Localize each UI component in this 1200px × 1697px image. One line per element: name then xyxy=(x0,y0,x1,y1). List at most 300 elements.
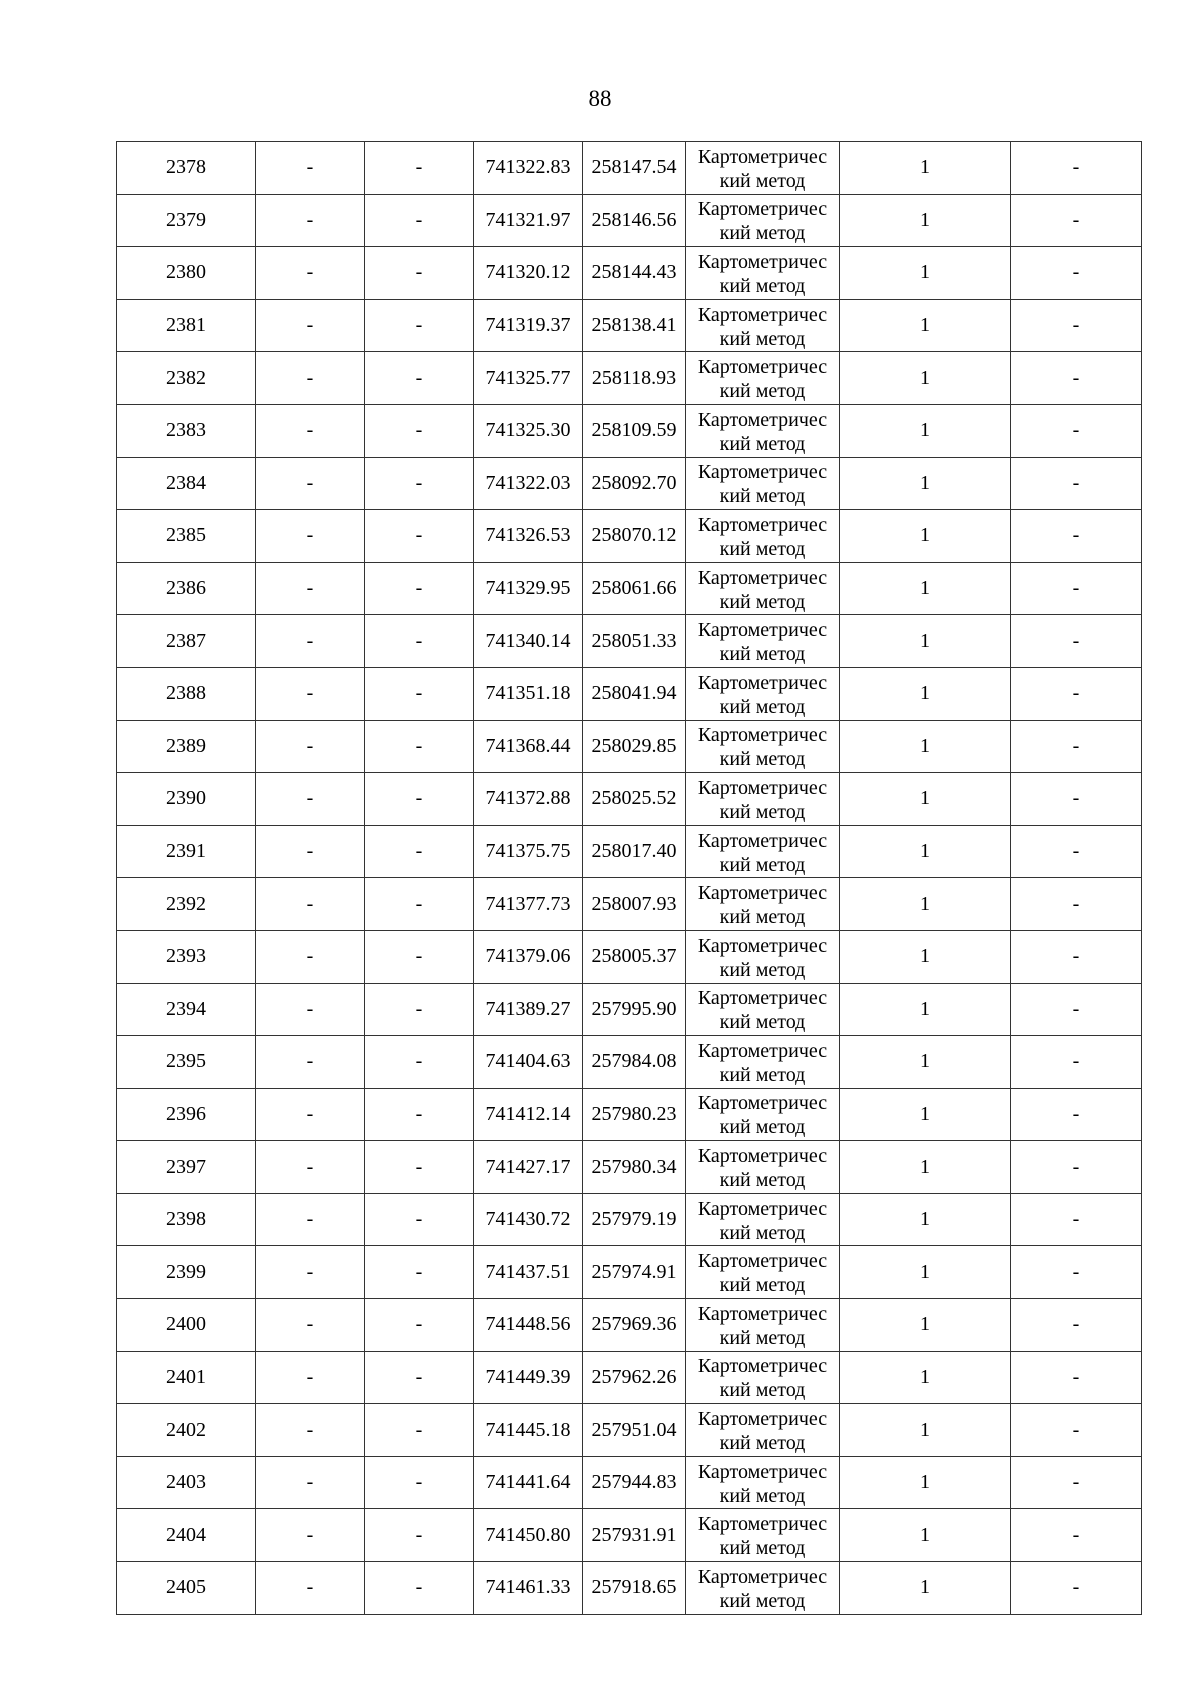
point-id-cell: 2395 xyxy=(117,1036,256,1089)
x-coordinate-cell: 741441.64 xyxy=(474,1456,583,1509)
accuracy-cell: 1 xyxy=(840,1141,1011,1194)
y-coordinate-cell: 258118.93 xyxy=(583,352,686,405)
method-line-1: Картометричес xyxy=(697,619,828,642)
method-line-1: Картометричес xyxy=(697,671,828,694)
method-line-1: Картометричес xyxy=(697,356,828,379)
accuracy-cell: 1 xyxy=(840,299,1011,352)
method-cell xyxy=(686,142,840,195)
method-line-2: кий метод xyxy=(719,906,806,929)
table-row xyxy=(117,562,1142,615)
x-coordinate-cell: 741320.12 xyxy=(474,247,583,300)
note-cell: - xyxy=(1011,1193,1142,1246)
table-row xyxy=(117,1193,1142,1246)
table-row xyxy=(117,773,1142,826)
point-id-cell: 2400 xyxy=(117,1299,256,1352)
method-line-2: кий метод xyxy=(719,1432,806,1455)
y-coordinate-cell: 258017.40 xyxy=(583,825,686,878)
method-line-1: Картометричес xyxy=(697,1092,828,1115)
method-line-1: Картометричес xyxy=(697,1302,828,1325)
y-coordinate-cell: 257995.90 xyxy=(583,983,686,1036)
y-coordinate-cell: 257974.91 xyxy=(583,1246,686,1299)
method-cell xyxy=(686,983,840,1036)
col2-cell: - xyxy=(256,878,365,931)
method-line-1: Картометричес xyxy=(697,198,828,221)
col2-cell: - xyxy=(256,825,365,878)
point-id-cell: 2402 xyxy=(117,1404,256,1457)
method-cell xyxy=(686,878,840,931)
method-cell xyxy=(686,352,840,405)
col3-cell: - xyxy=(365,1141,474,1194)
note-cell: - xyxy=(1011,878,1142,931)
table-row xyxy=(117,1562,1142,1615)
table-row xyxy=(117,615,1142,668)
col3-cell: - xyxy=(365,825,474,878)
method-line-1: Картометричес xyxy=(697,1513,828,1536)
method-line-2: кий метод xyxy=(719,485,806,508)
x-coordinate-cell: 741461.33 xyxy=(474,1562,583,1615)
note-cell: - xyxy=(1011,1456,1142,1509)
x-coordinate-cell: 741368.44 xyxy=(474,720,583,773)
method-line-2: кий метод xyxy=(719,1326,806,1349)
method-line-1: Картометричес xyxy=(697,1408,828,1431)
col3-cell: - xyxy=(365,352,474,405)
method-line-1: Картометричес xyxy=(697,987,828,1010)
accuracy-cell: 1 xyxy=(840,247,1011,300)
method-cell xyxy=(686,825,840,878)
accuracy-cell: 1 xyxy=(840,825,1011,878)
method-cell xyxy=(686,720,840,773)
note-cell: - xyxy=(1011,773,1142,826)
point-id-cell: 2382 xyxy=(117,352,256,405)
table-row xyxy=(117,1404,1142,1457)
point-id-cell: 2401 xyxy=(117,1351,256,1404)
note-cell: - xyxy=(1011,1404,1142,1457)
table-row xyxy=(117,404,1142,457)
method-cell xyxy=(686,1404,840,1457)
col3-cell: - xyxy=(365,1088,474,1141)
x-coordinate-cell: 741340.14 xyxy=(474,615,583,668)
table-row xyxy=(117,1299,1142,1352)
method-line-1: Картометричес xyxy=(697,566,828,589)
col2-cell: - xyxy=(256,142,365,195)
x-coordinate-cell: 741372.88 xyxy=(474,773,583,826)
col2-cell: - xyxy=(256,667,365,720)
method-cell xyxy=(686,1456,840,1509)
x-coordinate-cell: 741430.72 xyxy=(474,1193,583,1246)
method-line-2: кий метод xyxy=(719,958,806,981)
point-id-cell: 2380 xyxy=(117,247,256,300)
col3-cell: - xyxy=(365,142,474,195)
method-cell xyxy=(686,510,840,563)
coordinates-table xyxy=(116,141,1142,1615)
note-cell: - xyxy=(1011,352,1142,405)
x-coordinate-cell: 741329.95 xyxy=(474,562,583,615)
col3-cell: - xyxy=(365,1351,474,1404)
table-row xyxy=(117,299,1142,352)
point-id-cell: 2378 xyxy=(117,142,256,195)
x-coordinate-cell: 741389.27 xyxy=(474,983,583,1036)
accuracy-cell: 1 xyxy=(840,1088,1011,1141)
y-coordinate-cell: 257979.19 xyxy=(583,1193,686,1246)
note-cell: - xyxy=(1011,930,1142,983)
method-line-2: кий метод xyxy=(719,1537,806,1560)
method-line-1: Картометричес xyxy=(697,1565,828,1588)
method-line-2: кий метод xyxy=(719,590,806,613)
accuracy-cell: 1 xyxy=(840,983,1011,1036)
note-cell: - xyxy=(1011,510,1142,563)
note-cell: - xyxy=(1011,1299,1142,1352)
accuracy-cell: 1 xyxy=(840,878,1011,931)
col2-cell: - xyxy=(256,299,365,352)
point-id-cell: 2384 xyxy=(117,457,256,510)
method-cell xyxy=(686,1562,840,1615)
method-cell xyxy=(686,404,840,457)
col3-cell: - xyxy=(365,1404,474,1457)
col2-cell: - xyxy=(256,194,365,247)
method-cell xyxy=(686,1088,840,1141)
col2-cell: - xyxy=(256,720,365,773)
col3-cell: - xyxy=(365,878,474,931)
point-id-cell: 2404 xyxy=(117,1509,256,1562)
accuracy-cell: 1 xyxy=(840,1351,1011,1404)
accuracy-cell: 1 xyxy=(840,1193,1011,1246)
y-coordinate-cell: 257980.34 xyxy=(583,1141,686,1194)
y-coordinate-cell: 257951.04 xyxy=(583,1404,686,1457)
point-id-cell: 2381 xyxy=(117,299,256,352)
method-line-2: кий метод xyxy=(719,1011,806,1034)
y-coordinate-cell: 257918.65 xyxy=(583,1562,686,1615)
col3-cell: - xyxy=(365,930,474,983)
note-cell: - xyxy=(1011,825,1142,878)
accuracy-cell: 1 xyxy=(840,142,1011,195)
method-cell xyxy=(686,1509,840,1562)
x-coordinate-cell: 741445.18 xyxy=(474,1404,583,1457)
method-line-2: кий метод xyxy=(719,327,806,350)
col3-cell: - xyxy=(365,667,474,720)
table-row xyxy=(117,667,1142,720)
method-cell xyxy=(686,299,840,352)
method-line-1: Картометричес xyxy=(697,1250,828,1273)
note-cell: - xyxy=(1011,1246,1142,1299)
col2-cell: - xyxy=(256,1351,365,1404)
method-line-2: кий метод xyxy=(719,274,806,297)
accuracy-cell: 1 xyxy=(840,194,1011,247)
point-id-cell: 2390 xyxy=(117,773,256,826)
col3-cell: - xyxy=(365,1562,474,1615)
y-coordinate-cell: 258109.59 xyxy=(583,404,686,457)
page-number: 88 xyxy=(588,86,612,111)
col2-cell: - xyxy=(256,1509,365,1562)
table-row xyxy=(117,1141,1142,1194)
method-cell xyxy=(686,457,840,510)
point-id-cell: 2385 xyxy=(117,510,256,563)
table-row xyxy=(117,825,1142,878)
col2-cell: - xyxy=(256,930,365,983)
y-coordinate-cell: 258029.85 xyxy=(583,720,686,773)
point-id-cell: 2388 xyxy=(117,667,256,720)
x-coordinate-cell: 741375.75 xyxy=(474,825,583,878)
x-coordinate-cell: 741351.18 xyxy=(474,667,583,720)
point-id-cell: 2391 xyxy=(117,825,256,878)
col2-cell: - xyxy=(256,1404,365,1457)
accuracy-cell: 1 xyxy=(840,1036,1011,1089)
accuracy-cell: 1 xyxy=(840,1404,1011,1457)
note-cell: - xyxy=(1011,667,1142,720)
point-id-cell: 2389 xyxy=(117,720,256,773)
note-cell: - xyxy=(1011,720,1142,773)
method-line-1: Картометричес xyxy=(697,1355,828,1378)
method-cell xyxy=(686,615,840,668)
method-line-2: кий метод xyxy=(719,643,806,666)
note-cell: - xyxy=(1011,299,1142,352)
accuracy-cell: 1 xyxy=(840,1246,1011,1299)
method-line-2: кий метод xyxy=(719,537,806,560)
method-line-2: кий метод xyxy=(719,1169,806,1192)
note-cell: - xyxy=(1011,1351,1142,1404)
table-row xyxy=(117,1351,1142,1404)
y-coordinate-cell: 257962.26 xyxy=(583,1351,686,1404)
table-row xyxy=(117,352,1142,405)
method-line-2: кий метод xyxy=(719,222,806,245)
method-line-1: Картометричес xyxy=(697,1460,828,1483)
col3-cell: - xyxy=(365,457,474,510)
col2-cell: - xyxy=(256,1141,365,1194)
x-coordinate-cell: 741437.51 xyxy=(474,1246,583,1299)
note-cell: - xyxy=(1011,983,1142,1036)
point-id-cell: 2387 xyxy=(117,615,256,668)
table-row xyxy=(117,878,1142,931)
note-cell: - xyxy=(1011,1509,1142,1562)
table-row xyxy=(117,930,1142,983)
col3-cell: - xyxy=(365,299,474,352)
col3-cell: - xyxy=(365,247,474,300)
method-line-2: кий метод xyxy=(719,1589,806,1612)
method-line-2: кий метод xyxy=(719,380,806,403)
table-row xyxy=(117,1036,1142,1089)
col2-cell: - xyxy=(256,510,365,563)
y-coordinate-cell: 257980.23 xyxy=(583,1088,686,1141)
col2-cell: - xyxy=(256,983,365,1036)
y-coordinate-cell: 258041.94 xyxy=(583,667,686,720)
point-id-cell: 2393 xyxy=(117,930,256,983)
col2-cell: - xyxy=(256,1456,365,1509)
y-coordinate-cell: 258147.54 xyxy=(583,142,686,195)
note-cell: - xyxy=(1011,404,1142,457)
x-coordinate-cell: 741449.39 xyxy=(474,1351,583,1404)
method-line-2: кий метод xyxy=(719,748,806,771)
col3-cell: - xyxy=(365,1036,474,1089)
method-cell xyxy=(686,562,840,615)
method-line-1: Картометричес xyxy=(697,461,828,484)
method-line-2: кий метод xyxy=(719,853,806,876)
method-line-1: Картометричес xyxy=(697,408,828,431)
y-coordinate-cell: 258061.66 xyxy=(583,562,686,615)
method-line-1: Картометричес xyxy=(697,1039,828,1062)
y-coordinate-cell: 257931.91 xyxy=(583,1509,686,1562)
table-row xyxy=(117,194,1142,247)
point-id-cell: 2392 xyxy=(117,878,256,931)
table-row xyxy=(117,510,1142,563)
accuracy-cell: 1 xyxy=(840,773,1011,826)
col2-cell: - xyxy=(256,1088,365,1141)
note-cell: - xyxy=(1011,1088,1142,1141)
point-id-cell: 2405 xyxy=(117,1562,256,1615)
y-coordinate-cell: 257969.36 xyxy=(583,1299,686,1352)
accuracy-cell: 1 xyxy=(840,720,1011,773)
method-line-1: Картометричес xyxy=(697,1145,828,1168)
accuracy-cell: 1 xyxy=(840,1509,1011,1562)
method-line-1: Картометричес xyxy=(697,882,828,905)
method-line-2: кий метод xyxy=(719,1116,806,1139)
y-coordinate-cell: 258146.56 xyxy=(583,194,686,247)
col3-cell: - xyxy=(365,720,474,773)
table-body xyxy=(117,142,1142,1615)
x-coordinate-cell: 741319.37 xyxy=(474,299,583,352)
method-line-1: Картометричес xyxy=(697,934,828,957)
method-line-2: кий метод xyxy=(719,169,806,192)
y-coordinate-cell: 258051.33 xyxy=(583,615,686,668)
point-id-cell: 2399 xyxy=(117,1246,256,1299)
y-coordinate-cell: 257944.83 xyxy=(583,1456,686,1509)
x-coordinate-cell: 741326.53 xyxy=(474,510,583,563)
col2-cell: - xyxy=(256,457,365,510)
col3-cell: - xyxy=(365,773,474,826)
y-coordinate-cell: 257984.08 xyxy=(583,1036,686,1089)
col2-cell: - xyxy=(256,615,365,668)
x-coordinate-cell: 741322.03 xyxy=(474,457,583,510)
y-coordinate-cell: 258025.52 xyxy=(583,773,686,826)
col2-cell: - xyxy=(256,352,365,405)
method-cell xyxy=(686,667,840,720)
accuracy-cell: 1 xyxy=(840,562,1011,615)
col2-cell: - xyxy=(256,1562,365,1615)
table-row xyxy=(117,247,1142,300)
point-id-cell: 2394 xyxy=(117,983,256,1036)
note-cell: - xyxy=(1011,1141,1142,1194)
table-row xyxy=(117,1456,1142,1509)
y-coordinate-cell: 258144.43 xyxy=(583,247,686,300)
method-cell xyxy=(686,247,840,300)
method-line-2: кий метод xyxy=(719,1379,806,1402)
method-line-2: кий метод xyxy=(719,1063,806,1086)
col3-cell: - xyxy=(365,510,474,563)
point-id-cell: 2396 xyxy=(117,1088,256,1141)
method-cell xyxy=(686,1299,840,1352)
col3-cell: - xyxy=(365,1456,474,1509)
method-cell xyxy=(686,1351,840,1404)
x-coordinate-cell: 741321.97 xyxy=(474,194,583,247)
x-coordinate-cell: 741322.83 xyxy=(474,142,583,195)
col3-cell: - xyxy=(365,194,474,247)
accuracy-cell: 1 xyxy=(840,457,1011,510)
note-cell: - xyxy=(1011,247,1142,300)
point-id-cell: 2383 xyxy=(117,404,256,457)
x-coordinate-cell: 741448.56 xyxy=(474,1299,583,1352)
col2-cell: - xyxy=(256,773,365,826)
method-line-2: кий метод xyxy=(719,695,806,718)
method-line-1: Картометричес xyxy=(697,829,828,852)
table-row xyxy=(117,1246,1142,1299)
method-line-1: Картометричес xyxy=(697,145,828,168)
note-cell: - xyxy=(1011,142,1142,195)
col3-cell: - xyxy=(365,562,474,615)
method-cell xyxy=(686,1246,840,1299)
note-cell: - xyxy=(1011,1562,1142,1615)
col3-cell: - xyxy=(365,1193,474,1246)
col2-cell: - xyxy=(256,404,365,457)
point-id-cell: 2386 xyxy=(117,562,256,615)
x-coordinate-cell: 741412.14 xyxy=(474,1088,583,1141)
table-row xyxy=(117,142,1142,195)
col3-cell: - xyxy=(365,983,474,1036)
table-row xyxy=(117,457,1142,510)
method-cell xyxy=(686,1193,840,1246)
method-line-2: кий метод xyxy=(719,432,806,455)
method-cell xyxy=(686,1036,840,1089)
method-line-1: Картометричес xyxy=(697,1197,828,1220)
table-row xyxy=(117,1088,1142,1141)
col2-cell: - xyxy=(256,1246,365,1299)
point-id-cell: 2397 xyxy=(117,1141,256,1194)
x-coordinate-cell: 741450.80 xyxy=(474,1509,583,1562)
method-line-2: кий метод xyxy=(719,800,806,823)
x-coordinate-cell: 741325.77 xyxy=(474,352,583,405)
method-line-1: Картометричес xyxy=(697,776,828,799)
col3-cell: - xyxy=(365,1246,474,1299)
y-coordinate-cell: 258092.70 xyxy=(583,457,686,510)
method-line-1: Картометричес xyxy=(697,513,828,536)
col2-cell: - xyxy=(256,1193,365,1246)
note-cell: - xyxy=(1011,615,1142,668)
method-line-2: кий метод xyxy=(719,1274,806,1297)
method-line-1: Картометричес xyxy=(697,250,828,273)
x-coordinate-cell: 741379.06 xyxy=(474,930,583,983)
accuracy-cell: 1 xyxy=(840,352,1011,405)
method-line-1: Картометричес xyxy=(697,303,828,326)
method-cell xyxy=(686,930,840,983)
col2-cell: - xyxy=(256,1036,365,1089)
table-row xyxy=(117,983,1142,1036)
method-cell xyxy=(686,1141,840,1194)
point-id-cell: 2403 xyxy=(117,1456,256,1509)
method-cell xyxy=(686,773,840,826)
note-cell: - xyxy=(1011,1036,1142,1089)
table-row xyxy=(117,1509,1142,1562)
method-line-1: Картометричес xyxy=(697,724,828,747)
accuracy-cell: 1 xyxy=(840,1562,1011,1615)
method-line-2: кий метод xyxy=(719,1221,806,1244)
x-coordinate-cell: 741325.30 xyxy=(474,404,583,457)
col2-cell: - xyxy=(256,1299,365,1352)
col3-cell: - xyxy=(365,1299,474,1352)
note-cell: - xyxy=(1011,562,1142,615)
y-coordinate-cell: 258007.93 xyxy=(583,878,686,931)
point-id-cell: 2379 xyxy=(117,194,256,247)
col2-cell: - xyxy=(256,247,365,300)
col2-cell: - xyxy=(256,562,365,615)
x-coordinate-cell: 741404.63 xyxy=(474,1036,583,1089)
accuracy-cell: 1 xyxy=(840,615,1011,668)
accuracy-cell: 1 xyxy=(840,667,1011,720)
y-coordinate-cell: 258005.37 xyxy=(583,930,686,983)
accuracy-cell: 1 xyxy=(840,1299,1011,1352)
accuracy-cell: 1 xyxy=(840,1456,1011,1509)
col3-cell: - xyxy=(365,404,474,457)
accuracy-cell: 1 xyxy=(840,930,1011,983)
col3-cell: - xyxy=(365,615,474,668)
accuracy-cell: 1 xyxy=(840,404,1011,457)
y-coordinate-cell: 258138.41 xyxy=(583,299,686,352)
